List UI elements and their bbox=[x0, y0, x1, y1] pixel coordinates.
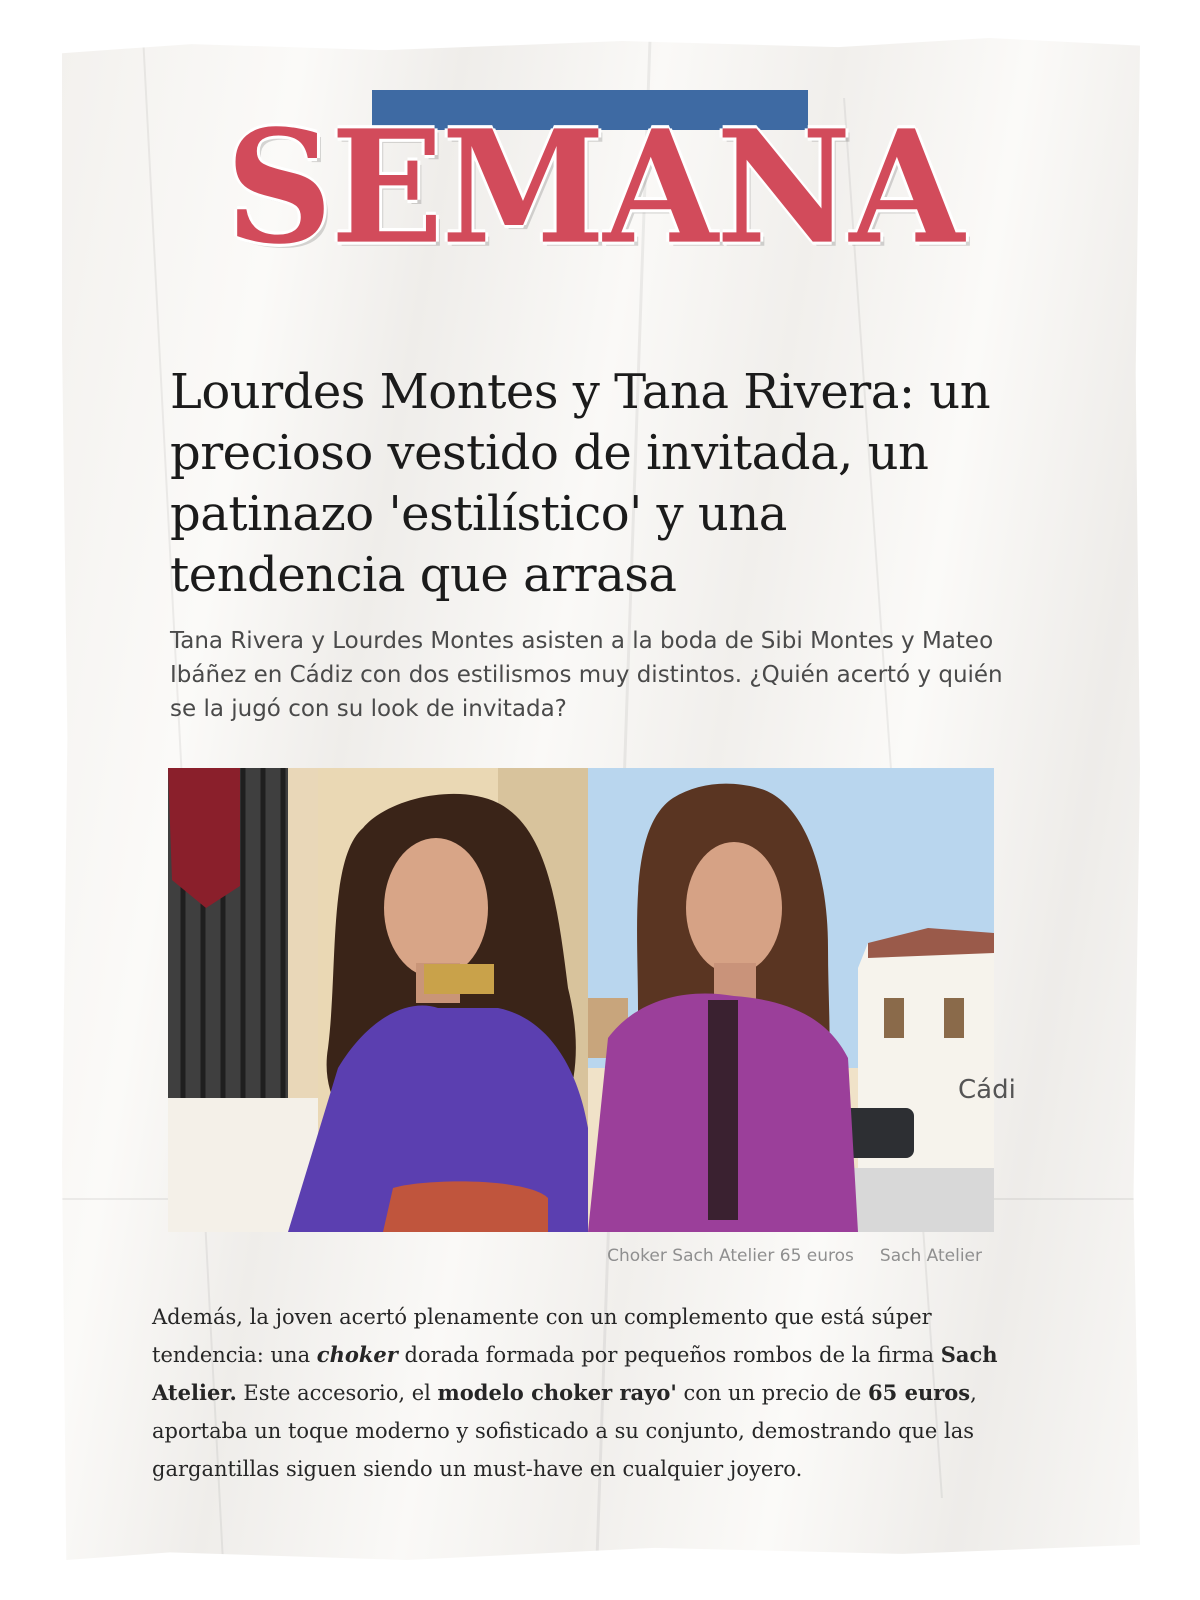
body-text-run: Este accesorio, el bbox=[236, 1381, 438, 1405]
logo-wordmark: SEMANA bbox=[225, 95, 963, 279]
caption-product: Choker Sach Atelier 65 euros bbox=[607, 1246, 854, 1266]
caption-credit: Sach Atelier bbox=[879, 1246, 982, 1266]
article-headline: Lourdes Montes y Tana Rivera: un precioso vestido de invitada, un patinazo 'estilístico' y una tendencia que arrasa bbox=[170, 364, 991, 603]
body-price: 65 euros bbox=[868, 1380, 971, 1405]
article-subhead: Tana Rivera y Lourdes Montes asisten a la boda de Sibi Montes y Mateo Ibáñez en Cádiz con dos estilismos muy distintos. ¿Quién acertó y quién se la jugó con su look de invitada? bbox=[170, 628, 1003, 722]
photo-illustration bbox=[168, 768, 1016, 1232]
street-sign-text: Cádi bbox=[958, 1075, 1016, 1105]
body-model-name: modelo choker rayo' bbox=[437, 1380, 677, 1405]
body-text-run: Además, la joven acertó plenamente con un complemento que está súper tendencia: una bbox=[152, 1305, 932, 1367]
body-brand-name: Sach Atelier. bbox=[152, 1342, 998, 1405]
body-text-run: dorada formada por pequeños rombos de la firma bbox=[397, 1343, 941, 1367]
semana-logo[interactable] bbox=[225, 90, 963, 279]
photo-caption bbox=[168, 1246, 982, 1266]
body-text-run: con un precio de bbox=[676, 1381, 869, 1405]
article-photo bbox=[168, 768, 1016, 1232]
body-emphasis-choker: choker bbox=[316, 1342, 398, 1367]
body-text-run: , aportaba un toque moderno y sofisticado a su conjunto, demostrando que las gargantillas siguen siendo un must-have en cualquier joyero. bbox=[152, 1381, 977, 1481]
article-body-paragraph bbox=[152, 1298, 1012, 1488]
